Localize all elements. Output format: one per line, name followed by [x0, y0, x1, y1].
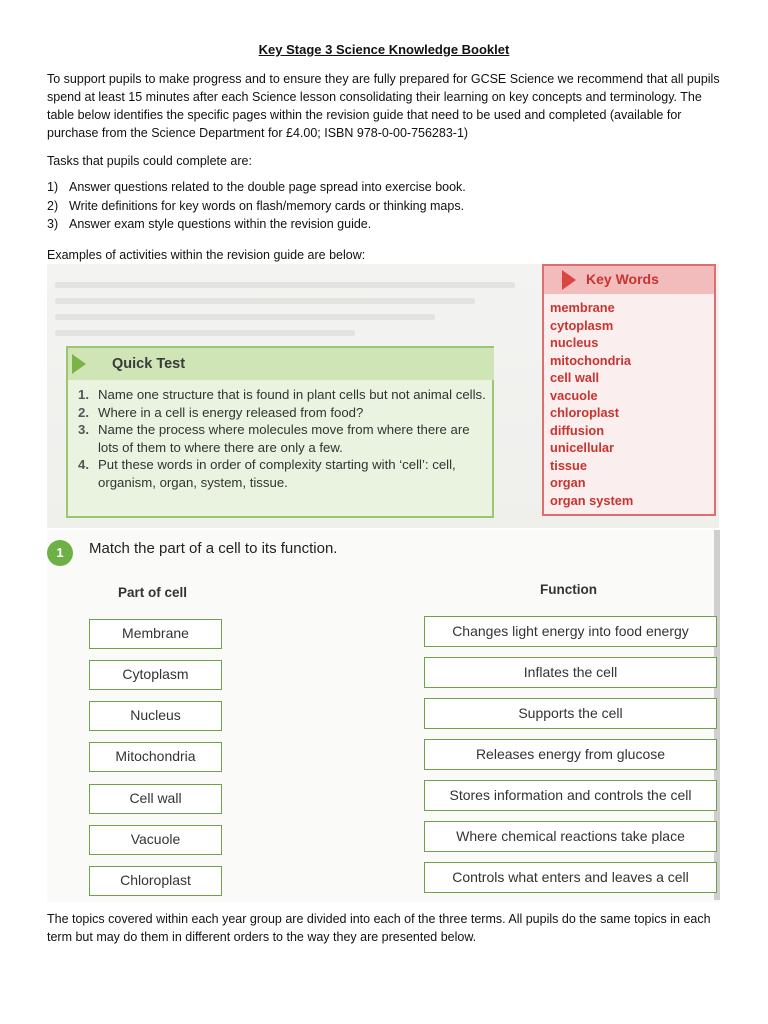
part-box-cell-wall: Cell wall [89, 784, 222, 814]
question-text: Name one structure that is found in plant cells but not animal cells. [98, 387, 486, 402]
task-item [47, 197, 727, 216]
quick-test-question [78, 404, 488, 422]
task-number: 1) [47, 180, 59, 194]
key-word: nucleus [550, 335, 599, 350]
arrow-icon [72, 354, 86, 374]
key-word: tissue [550, 457, 587, 473]
key-word: chloroplast [550, 405, 619, 420]
examples-heading: Examples of activities within the revision guide are below: [47, 248, 366, 262]
function-box: Changes light energy into food energy [424, 616, 717, 647]
part-box-chloroplast: Chloroplast [89, 866, 222, 896]
task-text: Write definitions for key words on flash/memory cards or thinking maps. [69, 198, 465, 213]
quick-test-box [66, 346, 494, 518]
question-number: 1. [78, 387, 89, 402]
arrow-icon [562, 270, 576, 290]
faded-text-line [55, 298, 475, 304]
function-box: Releases energy from glucose [424, 739, 717, 770]
part-of-cell-header: Part of cell [118, 585, 188, 600]
key-word: cell wall [550, 370, 600, 385]
quick-test-questions [78, 386, 488, 492]
task-text: Answer exam style questions within the revision guide. [69, 217, 372, 231]
question-text: Name the process where molecules move from where there are lots of them to where there are only a few. [98, 422, 470, 455]
key-word: cytoplasm [550, 317, 614, 333]
task-list [47, 178, 727, 234]
function-box: Supports the cell [424, 698, 717, 729]
faded-text-line [55, 314, 435, 320]
function-header: Function [540, 582, 597, 597]
part-box-nucleus: Nucleus [89, 701, 222, 731]
task-text: Answer questions related to the double page spread into exercise book. [69, 180, 466, 194]
question-number: 4. [78, 457, 89, 473]
function-box: Controls what enters and leaves a cell [424, 862, 717, 893]
key-word: organ system [550, 492, 634, 508]
function-box: Stores information and controls the cell [424, 780, 717, 811]
part-box-cytoplasm: Cytoplasm [89, 660, 222, 690]
faded-text-line [55, 330, 355, 336]
task-number: 3) [47, 217, 59, 231]
key-word: mitochondria [550, 352, 632, 368]
task-item [47, 178, 727, 197]
key-words-box [542, 264, 716, 516]
part-box-vacuole: Vacuole [89, 825, 222, 855]
question-number: 3. [78, 422, 89, 438]
function-box: Where chemical reactions take place [424, 821, 717, 852]
key-word: membrane [550, 300, 615, 315]
topics-paragraph: The topics covered within each year group are divided into each of the three terms. All pupils do the same topics in each term but may do them in different orders to the way they are presented below. [47, 912, 711, 944]
key-word: vacuole [550, 387, 598, 403]
key-words-header [544, 266, 714, 294]
intro-paragraph: To support pupils to make progress and to ensure they are fully prepared for GCSE Science we recommend that all pupils spend at least 15 minutes after each Science lesson consolidating their learning on key concepts and terminology. The table below identifies the specific pages within the revision guide that need to be used and completed (available for purchase from the Science Department for £4.00; ISBN 978-0-00-756283-1) [47, 72, 720, 140]
faded-text-line [55, 282, 515, 288]
question-text: Put these words in order of complexity starting with ‘cell’: cell, organism, organ, system, tissue. [98, 457, 456, 490]
document-title: Key Stage 3 Science Knowledge Booklet [258, 42, 510, 57]
quick-test-question [78, 386, 488, 404]
activity-instruction: Match the part of a cell to its function. [89, 540, 338, 557]
question-number: 2. [78, 404, 89, 420]
key-word: unicellular [550, 440, 615, 455]
key-words-list [550, 299, 633, 509]
task-number: 2) [47, 198, 59, 213]
function-box: Inflates the cell [424, 657, 717, 688]
quick-test-question [78, 421, 488, 456]
part-box-membrane: Membrane [89, 619, 222, 649]
key-words-title: Key Words [586, 271, 659, 287]
quick-test-header [68, 348, 494, 380]
part-box-mitochondria: Mitochondria [89, 742, 222, 772]
key-word: organ [550, 475, 586, 490]
tasks-heading: Tasks that pupils could complete are: [47, 154, 252, 168]
task-item [47, 215, 727, 234]
quick-test-question [78, 456, 488, 491]
activity-number-badge: 1 [47, 540, 73, 566]
quick-test-title: Quick Test [112, 356, 186, 372]
key-word: diffusion [550, 422, 605, 438]
question-text: Where in a cell is energy released from food? [98, 404, 364, 420]
